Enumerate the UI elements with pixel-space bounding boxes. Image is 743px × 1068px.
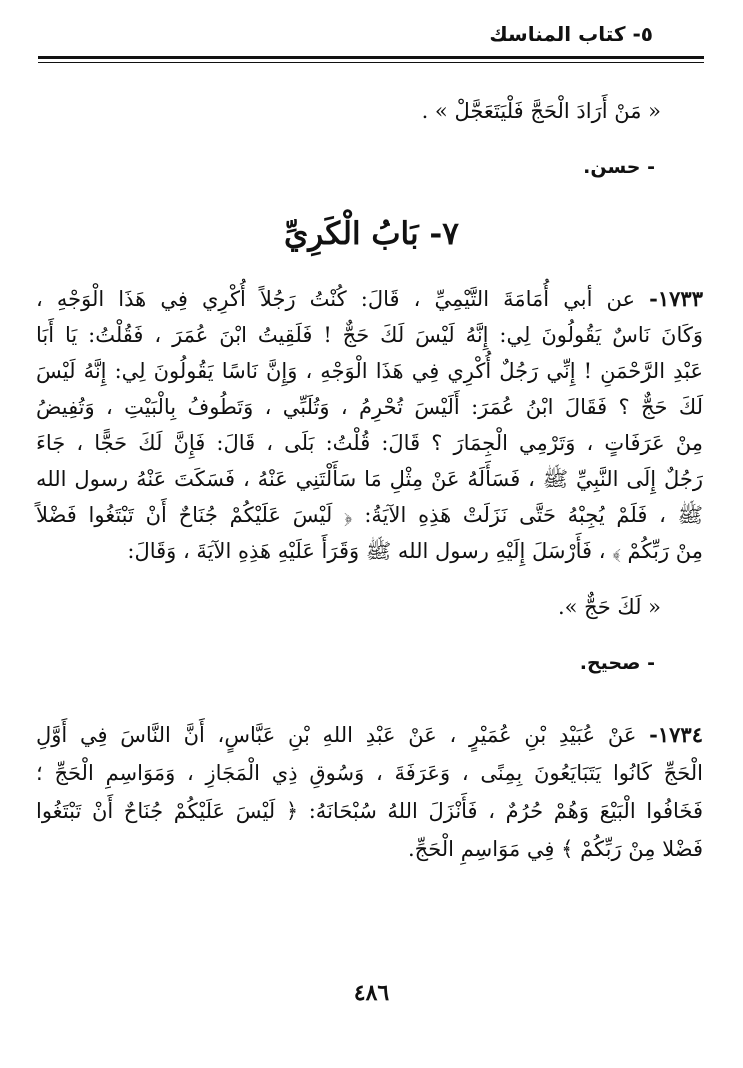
hadith-1734-line-1-text: عَنْ عُبَيْدِ بْنِ عُمَيْرٍ ، عَنْ عَبْدِ اللهِ بْنِ عَبَّاسٍ، أَنَّ النَّاسَ فِي أَوَّلِ <box>36 723 637 747</box>
chapter-title: ٧- بَابُ الْكَرِيِّ <box>284 216 459 252</box>
hadith-1734-line-1 <box>36 720 703 750</box>
hadith-1734-number: ١٧٣٤- <box>649 722 703 747</box>
hadith-1733-line-5: مِنْ عَرَفَاتٍ ، وَتَرْمِي الْجِمَارَ ؟ قَالَ: قُلْتُ: بَلَى ، قَالَ: فَإِنَّ لَكَ حَجًّا ، جَاءَ <box>36 431 703 455</box>
hadith-1733-line-8: مِنْ رَبِّكُمْ ﴾ ، فَأَرْسَلَ إِلَيْهِ رسول الله ﷺ وَقَرَأَ عَلَيْهِ هَذِهِ الآيَةَ ، وَقَالَ: <box>127 539 703 563</box>
hadith-1733-line-2: وَكَانَ نَاسٌ يَقُولُونَ لِي: إِنَّهُ لَيْسَ لَكَ حَجٌّ ! فَلَقِيتُ ابْنَ عُمَرَ ، فَقُلْتُ: يَا أَبَا <box>36 323 703 347</box>
page-number: ٤٨٦ <box>353 980 390 1006</box>
header-rule-thick <box>38 56 704 59</box>
running-title: ٥- كتاب المناسك <box>489 22 653 46</box>
hadith-1733-line-7: ﷺ ، فَلَمْ يُجِبْهُ حَتَّى نَزَلَتْ هَذِهِ الآيَةُ: ﴿ لَيْسَ عَلَيْكُمْ جُنَاحٌ أَنْ تَبْتَغُوا فَضْلاً <box>36 503 703 527</box>
hadith-1733-line-3: عَبْدِ الرَّحْمَنِ ! إِنِّي رَجُلٌ أُكْرِي فِي هَذَا الْوَجْهِ ، وَإِنَّ نَاسًا يَقُولُونَ لِي: إِنَّهُ لَيْسَ <box>36 359 703 383</box>
top-quote: « مَنْ أَرَادَ الْحَجَّ فَلْيَتَعَجَّلْ » . <box>421 99 661 123</box>
hadith-1734-line-3: فَخَافُوا الْبَيْعَ وَهُمْ حُرُمٌ ، فَأَنْزَلَ اللهُ سُبْحَانَهُ: ﴿ لَيْسَ عَلَيْكُمْ جُنَاحٌ أَنْ تَبْتَغُوا <box>36 799 703 823</box>
header-rule-thin <box>38 62 704 63</box>
hadith-1733-grade: - صحيح. <box>579 652 655 674</box>
hadith-1733-line-4: لَكَ حَجٌّ ؟ فَقَالَ ابْنُ عُمَرَ: أَلَيْسَ تُحْرِمُ ، وَتُلَبِّي ، وَتَطُوفُ بِالْبَيْتِ ، وَتُفِيضُ <box>36 395 703 419</box>
hadith-1734-line-2: الْحَجِّ كَانُوا يَتَبَايَعُونَ بِمِنًى ، وَعَرَفَةَ ، وَسُوقِ ذِي الْمَجَازِ ، وَمَوَاسِمِ الْحَجِّ ؛ <box>36 761 703 785</box>
hadith-1733-line-1 <box>36 284 703 314</box>
hadith-1733-line-1-text: عن أبي أُمَامَةَ التَّيْمِيِّ ، قَالَ: كُنْتُ رَجُلاً أُكْرِي فِي هَذَا الْوَجْهِ ، <box>36 287 636 311</box>
hadith-1734-line-4: فَضْلا مِنْ رَبِّكُمْ ﴾ فِي مَوَاسِمِ الْحَجِّ. <box>408 837 703 861</box>
hadith-1733-line-6: رَجُلٌ إِلَى النَّبِيِّ ﷺ ، فَسَأَلَهُ عَنْ مِثْلِ مَا سَأَلْتَنِي عَنْهُ ، فَسَكَتَ عَنْهُ رسول الله <box>36 467 703 491</box>
hadith-1733-quote: « لَكَ حَجٌّ ». <box>557 595 661 619</box>
top-grade: - حسن. <box>583 156 655 178</box>
hadith-1733-number: ١٧٣٣- <box>649 286 703 311</box>
